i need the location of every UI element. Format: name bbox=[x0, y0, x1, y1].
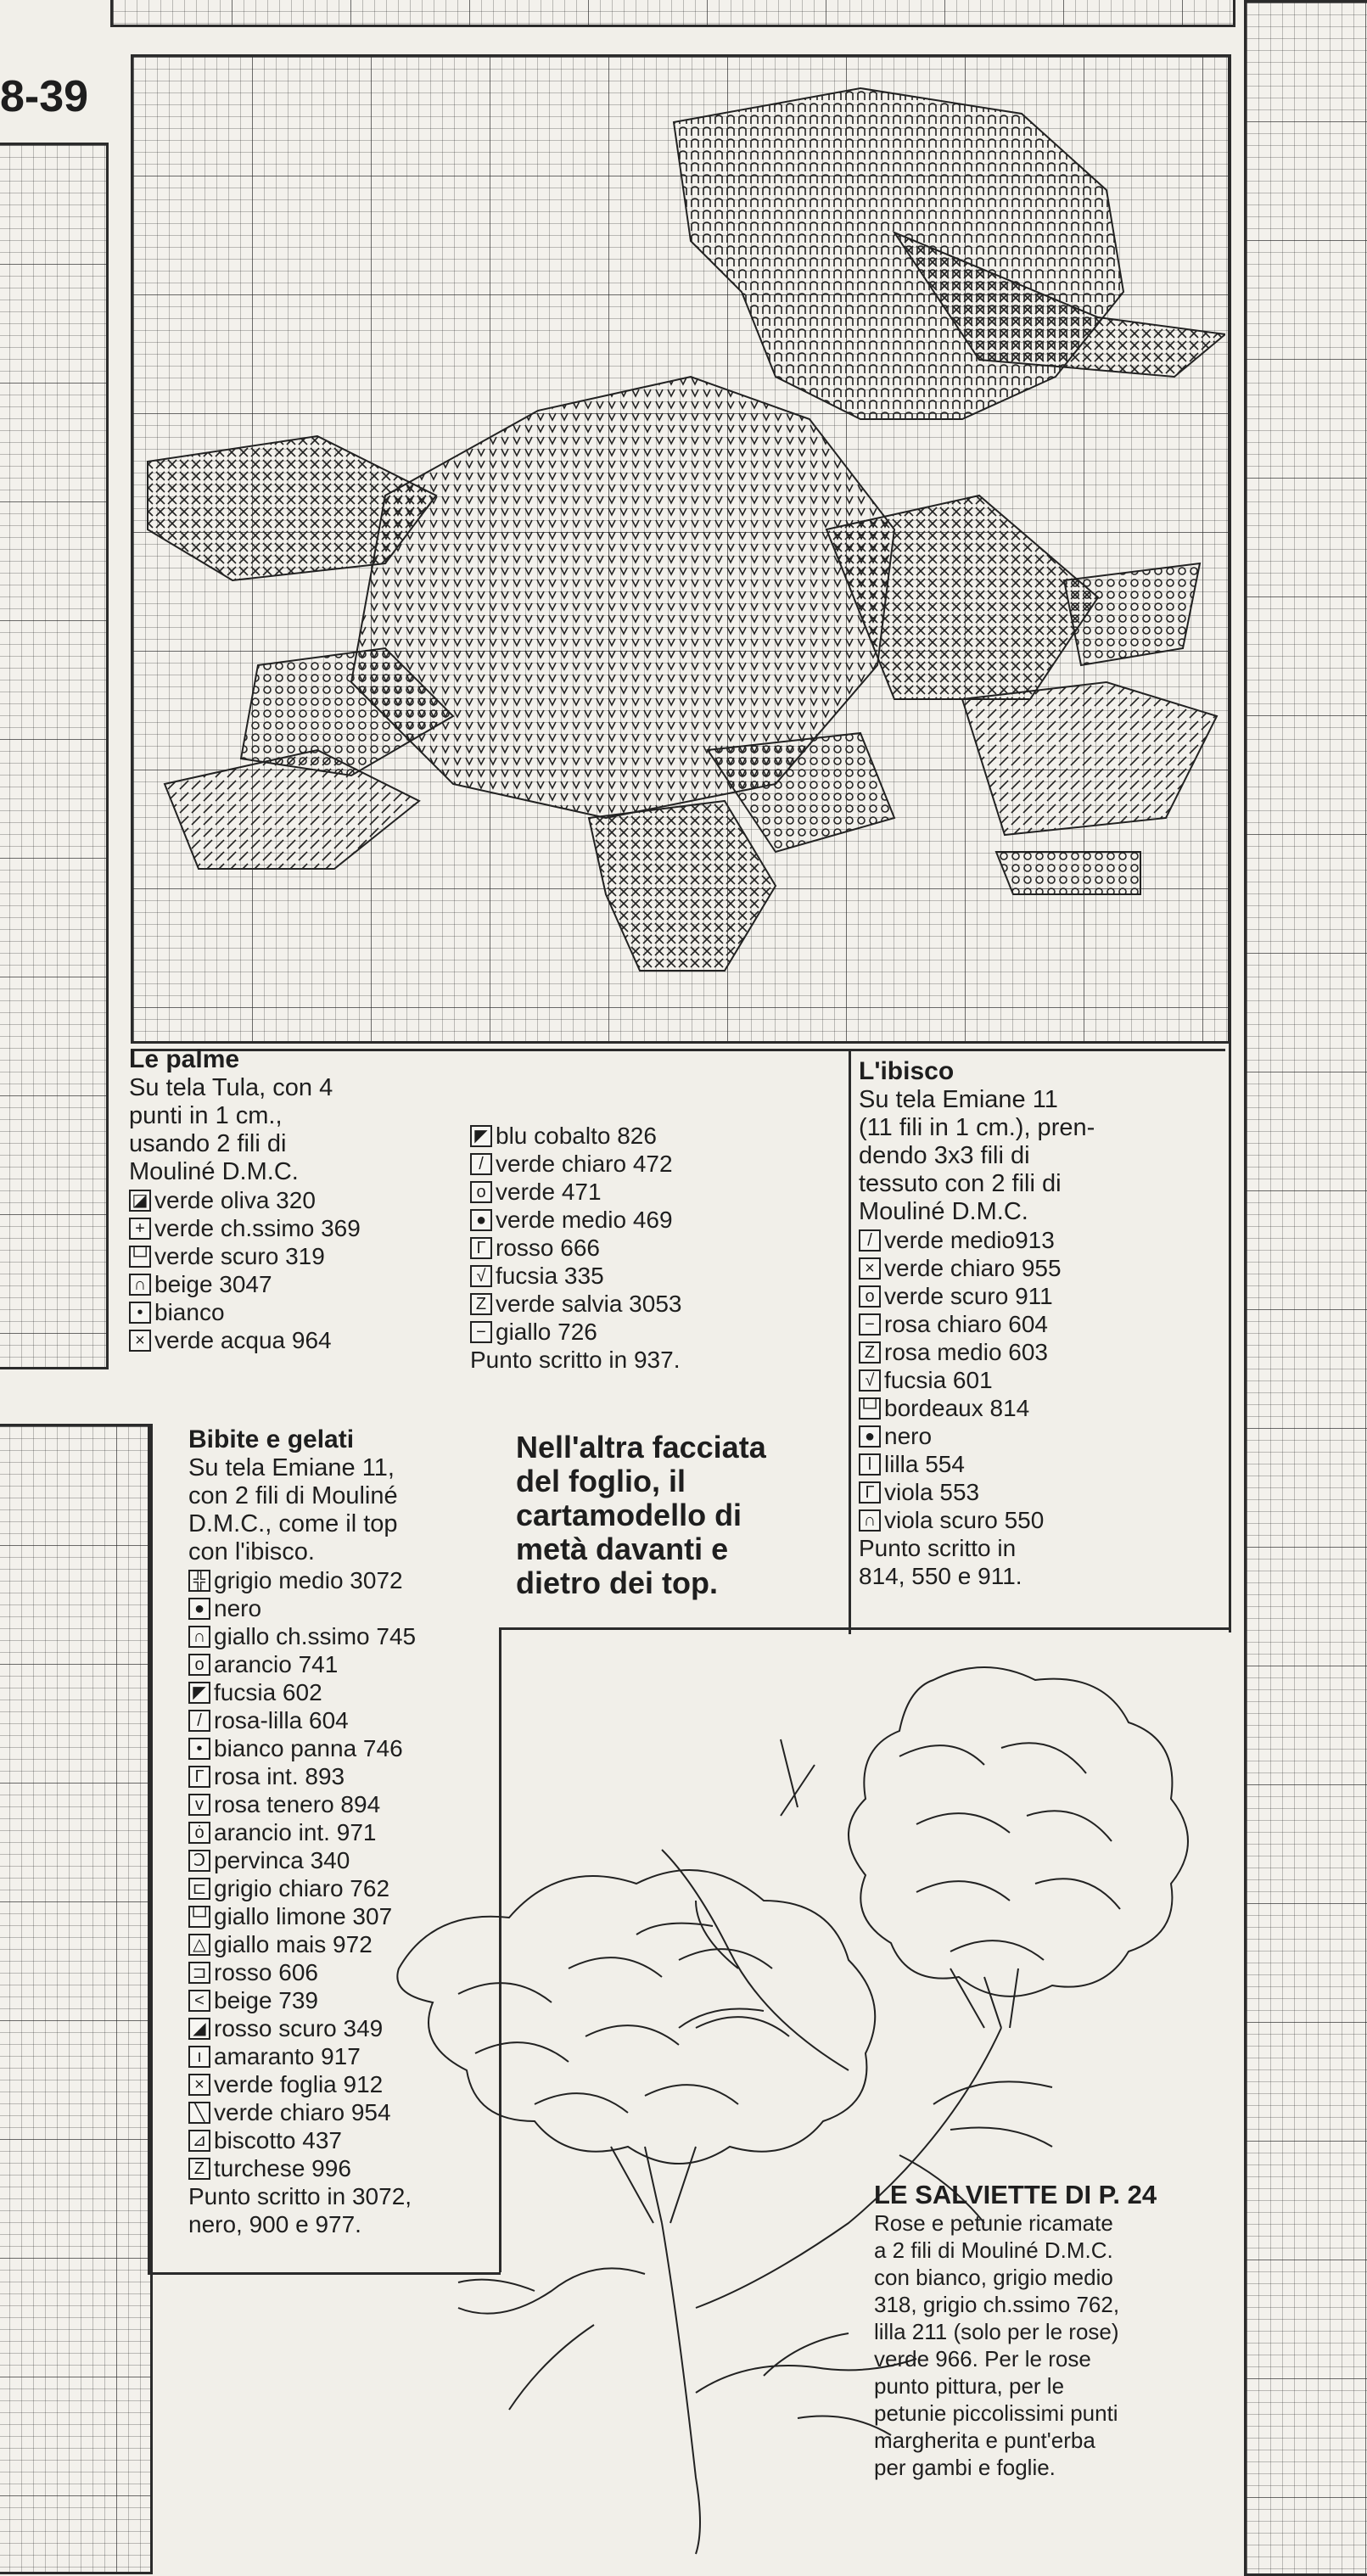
salviette-line-6: verde 966. Per le rose bbox=[874, 2346, 1091, 2372]
bibite-line-2: con 2 fili di Mouliné bbox=[188, 1482, 398, 1509]
legend-row bbox=[470, 1262, 810, 1290]
legend-symbol: v bbox=[188, 1794, 210, 1816]
legend-symbol: └┘ bbox=[127, 1246, 153, 1266]
legend-label: giallo 726 bbox=[496, 1318, 597, 1345]
ibisco-line-5: Mouliné D.M.C. bbox=[859, 1198, 1028, 1225]
legend-label: giallo mais 972 bbox=[214, 1930, 373, 1957]
palme-line-3: usando 2 fili di bbox=[129, 1130, 287, 1157]
legend-symbol: / bbox=[188, 1710, 210, 1732]
legend-symbol: × bbox=[129, 1330, 151, 1352]
legend-label: blu cobalto 826 bbox=[496, 1122, 657, 1149]
salviette-line-8: petunie piccolissimi punti bbox=[874, 2400, 1118, 2426]
salviette-line-5: lilla 211 (solo per le rose) bbox=[874, 2319, 1119, 2344]
bibite-line-4: con l'ibisco. bbox=[188, 1538, 315, 1565]
legend-symbol: Γ bbox=[188, 1766, 210, 1788]
salviette-title: LE SALVIETTE DI P. 24 bbox=[874, 2180, 1157, 2209]
legend-symbol: • bbox=[129, 1302, 151, 1324]
legend-row bbox=[859, 1506, 1224, 1534]
legend-symbol: ∩ bbox=[188, 1626, 210, 1648]
legend-symbol: ● bbox=[470, 1209, 492, 1231]
legend-row bbox=[859, 1478, 1224, 1506]
legend-label: bianco bbox=[154, 1298, 225, 1325]
legend-label: nero bbox=[214, 1594, 262, 1621]
legend-symbol: └┘ bbox=[857, 1398, 882, 1418]
legend-label: verde scuro 319 bbox=[154, 1242, 325, 1269]
legend-symbol: + bbox=[129, 1218, 151, 1240]
legend-symbol: ╲ bbox=[188, 2102, 210, 2124]
legend-symbol: Z bbox=[470, 1293, 492, 1315]
note-line-5: dietro dei top. bbox=[516, 1565, 718, 1600]
legend-label: pervinca 340 bbox=[214, 1846, 350, 1873]
legend-row bbox=[129, 1298, 485, 1326]
legend-row bbox=[129, 1242, 485, 1270]
note-line-4: metà davanti e bbox=[516, 1532, 729, 1566]
ibisco-line-3: dendo 3x3 fili di bbox=[859, 1142, 1030, 1169]
legend-symbol: × bbox=[859, 1257, 881, 1280]
legend-label: grigio medio 3072 bbox=[214, 1566, 403, 1593]
legend-label: verde 471 bbox=[496, 1178, 602, 1205]
note-line-3: cartamodello di bbox=[516, 1498, 742, 1532]
salviette-line-9: margherita e punt'erba bbox=[874, 2428, 1095, 2453]
legend-row bbox=[470, 1206, 810, 1234]
legend-symbol: o bbox=[859, 1285, 881, 1308]
legend-label: rosa tenero 894 bbox=[214, 1790, 381, 1817]
ibisco-footer-1: Punto scritto in bbox=[859, 1535, 1017, 1561]
legend-symbol: Ↄ bbox=[188, 1850, 210, 1872]
legend-symbol: Γ bbox=[859, 1481, 881, 1504]
legend-symbol: / bbox=[470, 1153, 492, 1175]
palme-section bbox=[129, 1045, 485, 1354]
palme-line-4: Mouliné D.M.C. bbox=[129, 1158, 299, 1185]
legend-label: turchese 996 bbox=[214, 2154, 351, 2181]
legend-row bbox=[188, 1566, 499, 1594]
legend-label: arancio 741 bbox=[214, 1650, 339, 1677]
legend-symbol: ⊐ bbox=[188, 1962, 210, 1984]
legend-label: grigio chiaro 762 bbox=[214, 1874, 390, 1901]
palme-line-1: Su tela Tula, con 4 bbox=[129, 1074, 333, 1101]
legend-symbol: ⊏ bbox=[188, 1878, 210, 1900]
bibite-footer-1: Punto scritto in 3072, bbox=[188, 2183, 412, 2209]
legend-label: rosa medio 603 bbox=[884, 1338, 1049, 1365]
palme-legend-a bbox=[129, 1186, 485, 1354]
legend-symbol: Z bbox=[188, 2158, 210, 2180]
legend-symbol: └┘ bbox=[187, 1907, 212, 1926]
legend-label: arancio int. 971 bbox=[214, 1818, 377, 1845]
legend-symbol: / bbox=[859, 1229, 881, 1252]
legend-symbol: ● bbox=[188, 1598, 210, 1620]
legend-symbol: ∩ bbox=[859, 1509, 881, 1532]
palme-line-2: punti in 1 cm., bbox=[129, 1102, 283, 1129]
palme-title: Le palme bbox=[129, 1045, 240, 1073]
legend-label: fucsia 602 bbox=[214, 1678, 322, 1705]
legend-row bbox=[859, 1226, 1224, 1254]
legend-row bbox=[470, 1290, 810, 1318]
legend-label: verde ch.ssimo 369 bbox=[154, 1214, 361, 1241]
legend-label: verde chiaro 954 bbox=[214, 2098, 391, 2125]
legend-row bbox=[470, 1122, 810, 1150]
legend-row bbox=[129, 1186, 485, 1214]
note-line-1: Nell'altra facciata bbox=[516, 1430, 766, 1464]
legend-row bbox=[859, 1450, 1224, 1478]
legend-symbol: Z bbox=[859, 1341, 881, 1364]
legend-symbol: ȯ bbox=[188, 1822, 210, 1844]
legend-symbol: × bbox=[188, 2074, 210, 2096]
legend-symbol: ◪ bbox=[129, 1190, 151, 1212]
legend-label: rosso scuro 349 bbox=[214, 2014, 384, 2041]
legend-label: viola 553 bbox=[884, 1478, 980, 1505]
legend-row bbox=[470, 1178, 810, 1206]
left-chart-bottom bbox=[0, 1424, 153, 2574]
ibisco-title: L'ibisco bbox=[859, 1057, 955, 1085]
legend-label: amaranto 917 bbox=[214, 2042, 361, 2069]
bibite-title: Bibite e gelati bbox=[188, 1425, 355, 1453]
divider-main-right bbox=[1229, 54, 1231, 1632]
bibite-line-1: Su tela Emiane 11, bbox=[188, 1454, 395, 1481]
legend-symbol: ⊿ bbox=[188, 2130, 210, 2152]
ibisco-section bbox=[859, 1057, 1224, 1590]
legend-label: bianco panna 746 bbox=[214, 1734, 403, 1761]
legend-label: rosa-lilla 604 bbox=[214, 1706, 349, 1733]
legend-symbol: ◤ bbox=[188, 1682, 210, 1704]
legend-row bbox=[859, 1366, 1224, 1394]
legend-symbol: l bbox=[859, 1453, 881, 1476]
ibisco-legend bbox=[859, 1226, 1224, 1534]
legend-label: verde medio913 bbox=[884, 1226, 1055, 1253]
legend-label: biscotto 437 bbox=[214, 2126, 342, 2153]
salviette-line-3: con bianco, grigio medio bbox=[874, 2265, 1113, 2290]
divider-ibisco-left bbox=[849, 1049, 851, 1634]
legend-label: verde chiaro 955 bbox=[884, 1254, 1062, 1281]
legend-label: rosso 666 bbox=[496, 1234, 600, 1261]
legend-row bbox=[470, 1150, 810, 1178]
legend-symbol: − bbox=[470, 1321, 492, 1343]
legend-label: verde salvia 3053 bbox=[496, 1290, 682, 1317]
legend-symbol: ı bbox=[188, 2046, 210, 2068]
salviette-line-10: per gambi e foglie. bbox=[874, 2455, 1056, 2480]
legend-symbol: o bbox=[470, 1181, 492, 1203]
right-edge-chart bbox=[1244, 0, 1367, 2576]
legend-symbol: ◢ bbox=[188, 2018, 210, 2040]
ibisco-line-2: (11 fili in 1 cm.), pren- bbox=[859, 1114, 1095, 1141]
bibite-footer-2: nero, 900 e 977. bbox=[188, 2211, 361, 2237]
legend-label: verde medio 469 bbox=[496, 1206, 673, 1233]
legend-label: rosso 606 bbox=[214, 1958, 318, 1985]
palme-footer: Punto scritto in 937. bbox=[470, 1347, 681, 1373]
legend-symbol: ◤ bbox=[470, 1125, 492, 1147]
legend-row bbox=[859, 1282, 1224, 1310]
legend-label: fucsia 335 bbox=[496, 1262, 604, 1289]
legend-symbol: √ bbox=[470, 1265, 492, 1287]
legend-label: verde scuro 911 bbox=[884, 1282, 1053, 1309]
legend-row bbox=[859, 1310, 1224, 1338]
salviette-line-2: a 2 fili di Mouliné D.M.C. bbox=[874, 2237, 1113, 2263]
legend-label: giallo ch.ssimo 745 bbox=[214, 1622, 417, 1649]
ibisco-line-4: tessuto con 2 fili di bbox=[859, 1170, 1062, 1197]
salviette-line-1: Rose e petunie ricamate bbox=[874, 2210, 1113, 2236]
salviette-line-4: 318, grigio ch.ssimo 762, bbox=[874, 2292, 1120, 2317]
divider-bibite-left bbox=[148, 1424, 150, 2272]
left-chart-top bbox=[0, 143, 109, 1369]
palm-motif bbox=[131, 54, 1225, 1039]
legend-row bbox=[859, 1254, 1224, 1282]
legend-symbol: ╬ bbox=[188, 1570, 210, 1592]
legend-label: beige 739 bbox=[214, 1986, 319, 2013]
salviette-section bbox=[874, 2181, 1230, 2481]
legend-row bbox=[188, 1594, 499, 1622]
legend-symbol: o bbox=[188, 1654, 210, 1676]
legend-label: viola scuro 550 bbox=[884, 1506, 1045, 1533]
legend-symbol: ∩ bbox=[129, 1274, 151, 1296]
legend-row bbox=[859, 1394, 1224, 1422]
legend-label: lilla 554 bbox=[884, 1450, 965, 1477]
legend-symbol: √ bbox=[859, 1369, 881, 1392]
legend-symbol: − bbox=[859, 1313, 881, 1336]
legend-label: nero bbox=[884, 1422, 933, 1449]
ibisco-line-1: Su tela Emiane 11 bbox=[859, 1086, 1058, 1113]
legend-label: verde foglia 912 bbox=[214, 2070, 384, 2097]
legend-row bbox=[129, 1270, 485, 1298]
legend-row bbox=[859, 1422, 1224, 1450]
note-line-2: del foglio, il bbox=[516, 1464, 686, 1498]
top-strip-chart bbox=[110, 0, 1235, 27]
legend-label: verde chiaro 472 bbox=[496, 1150, 673, 1177]
legend-symbol: • bbox=[188, 1738, 210, 1760]
legend-symbol: Γ bbox=[470, 1237, 492, 1259]
legend-row bbox=[470, 1318, 810, 1346]
legend-label: giallo limone 307 bbox=[214, 1902, 393, 1929]
palme-legend-b bbox=[470, 1122, 810, 1374]
legend-row bbox=[859, 1338, 1224, 1366]
legend-symbol: < bbox=[188, 1990, 210, 2012]
legend-label: fucsia 601 bbox=[884, 1366, 993, 1393]
pattern-note bbox=[516, 1431, 847, 1600]
legend-label: rosa int. 893 bbox=[214, 1762, 345, 1789]
legend-row bbox=[129, 1214, 485, 1242]
bibite-line-3: D.M.C., come il top bbox=[188, 1510, 398, 1537]
legend-label: rosa chiaro 604 bbox=[884, 1310, 1049, 1337]
legend-label: beige 3047 bbox=[154, 1270, 272, 1297]
legend-symbol: ● bbox=[859, 1425, 881, 1448]
legend-row bbox=[129, 1326, 485, 1354]
legend-label: verde oliva 320 bbox=[154, 1186, 316, 1213]
legend-row bbox=[470, 1234, 810, 1262]
page-number: 8-39 bbox=[0, 72, 89, 121]
legend-label: bordeaux 814 bbox=[884, 1394, 1030, 1421]
salviette-line-7: punto pittura, per le bbox=[874, 2373, 1065, 2399]
ibisco-footer-2: 814, 550 e 911. bbox=[859, 1563, 1022, 1589]
legend-label: verde acqua 964 bbox=[154, 1326, 332, 1353]
legend-symbol: △ bbox=[188, 1934, 210, 1956]
